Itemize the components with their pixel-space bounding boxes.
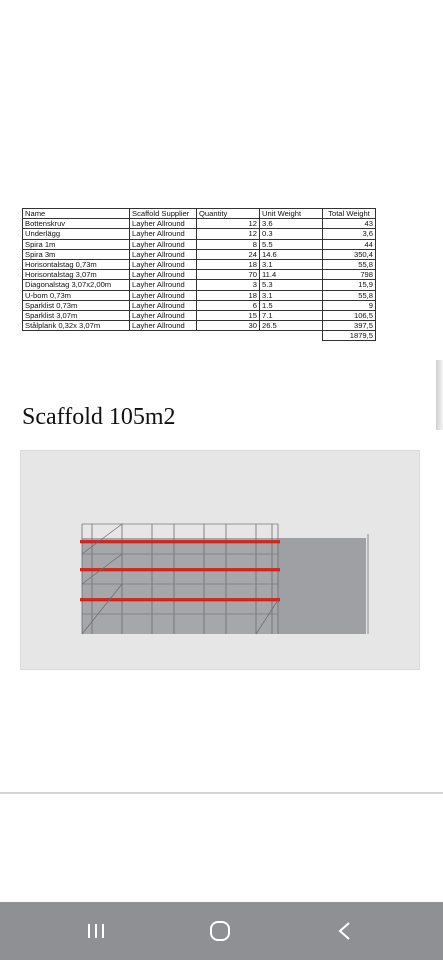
drawing-title: Scaffold 105m2	[22, 404, 176, 430]
table-header-row	[23, 209, 376, 219]
cell-name: Diagonalstag 3,07x2,00m	[23, 280, 130, 290]
cell-quantity: 12	[197, 229, 260, 239]
cell-unit-weight: 11.4	[260, 270, 323, 280]
cell-total-weight: 15,9	[323, 280, 376, 290]
cell-quantity: 18	[197, 290, 260, 300]
building-front-wall	[82, 538, 278, 634]
cell-unit-weight: 26.5	[260, 321, 323, 331]
cell-unit-weight: 1.5	[260, 300, 323, 310]
cell-total-weight: 55,8	[323, 259, 376, 269]
cell-total-weight: 55,8	[323, 290, 376, 300]
cell-supplier: Layher Allround	[130, 290, 197, 300]
table-row	[23, 219, 376, 229]
table-row	[23, 300, 376, 310]
recent-apps-icon	[85, 922, 107, 940]
cell-quantity: 12	[197, 219, 260, 229]
cell-quantity: 15	[197, 310, 260, 320]
cell-supplier: Layher Allround	[130, 270, 197, 280]
cell-name: Sparklist 0,73m	[23, 300, 130, 310]
cell-total-weight: 106,5	[323, 310, 376, 320]
cell-name: Underlägg	[23, 229, 130, 239]
recent-apps-button[interactable]	[76, 916, 116, 946]
grand-total-value: 1879,5	[323, 331, 376, 341]
cell-total-weight: 44	[323, 239, 376, 249]
cell-name: Horisontalstag 0,73m	[23, 259, 130, 269]
cell-name: Horisontalstag 3,07m	[23, 270, 130, 280]
table-row	[23, 239, 376, 249]
grand-total-row	[23, 331, 376, 341]
back-icon	[335, 920, 355, 942]
cell-supplier: Layher Allround	[130, 321, 197, 331]
cell-total-weight: 350,4	[323, 249, 376, 259]
empty-cell	[260, 331, 323, 341]
cell-supplier: Layher Allround	[130, 300, 197, 310]
cell-quantity: 70	[197, 270, 260, 280]
table-row	[23, 321, 376, 331]
cell-unit-weight: 3.6	[260, 219, 323, 229]
cell-unit-weight: 5.3	[260, 280, 323, 290]
cell-total-weight: 397,5	[323, 321, 376, 331]
page-edge-shadow	[436, 360, 443, 430]
table-row	[23, 259, 376, 269]
cell-quantity: 8	[197, 239, 260, 249]
cell-quantity: 3	[197, 280, 260, 290]
cell-name: U-bom 0,73m	[23, 290, 130, 300]
page-divider	[0, 792, 443, 794]
table-row	[23, 229, 376, 239]
cell-supplier: Layher Allround	[130, 219, 197, 229]
cell-name: Bottenskruv	[23, 219, 130, 229]
table-row	[23, 280, 376, 290]
cell-unit-weight: 5.5	[260, 239, 323, 249]
cell-total-weight: 9	[323, 300, 376, 310]
back-button[interactable]	[325, 916, 365, 946]
empty-cell	[197, 331, 260, 341]
cell-quantity: 18	[197, 259, 260, 269]
cell-supplier: Layher Allround	[130, 249, 197, 259]
cell-quantity: 6	[197, 300, 260, 310]
cell-total-weight: 43	[323, 219, 376, 229]
material-table	[22, 208, 376, 341]
header-supplier: Scaffold Supplier	[130, 209, 197, 219]
viewer-background-top	[0, 0, 443, 167]
header-name: Name	[23, 209, 130, 219]
cell-supplier: Layher Allround	[130, 310, 197, 320]
cell-supplier: Layher Allround	[130, 259, 197, 269]
empty-cell	[23, 331, 130, 341]
home-button[interactable]	[200, 916, 240, 946]
cell-unit-weight: 3.1	[260, 290, 323, 300]
header-unit-weight: Unit Weight	[260, 209, 323, 219]
cell-supplier: Layher Allround	[130, 239, 197, 249]
guardrail	[80, 568, 280, 571]
table-row	[23, 249, 376, 259]
cell-supplier: Layher Allround	[130, 229, 197, 239]
cell-quantity: 24	[197, 249, 260, 259]
cell-unit-weight: 3.1	[260, 259, 323, 269]
building-side-wall	[278, 538, 366, 634]
guardrail	[80, 540, 280, 543]
cell-total-weight: 3,6	[323, 229, 376, 239]
system-navigation-bar	[0, 902, 443, 960]
cell-unit-weight: 0.3	[260, 229, 323, 239]
table-row	[23, 290, 376, 300]
cell-quantity: 30	[197, 321, 260, 331]
header-quantity: Quantity	[197, 209, 260, 219]
cell-unit-weight: 7.1	[260, 310, 323, 320]
cell-name: Stålplank 0,32x 3,07m	[23, 321, 130, 331]
table-row	[23, 310, 376, 320]
cell-name: Spira 3m	[23, 249, 130, 259]
home-icon	[208, 919, 232, 943]
cell-unit-weight: 14.6	[260, 249, 323, 259]
cell-supplier: Layher Allround	[130, 280, 197, 290]
empty-cell	[130, 331, 197, 341]
table-row	[23, 270, 376, 280]
header-total-weight: Total Weight	[323, 209, 376, 219]
cell-total-weight: 798	[323, 270, 376, 280]
scaffold-render	[20, 450, 420, 670]
cell-name: Sparklist 3,07m	[23, 310, 130, 320]
cell-name: Spira 1m	[23, 239, 130, 249]
